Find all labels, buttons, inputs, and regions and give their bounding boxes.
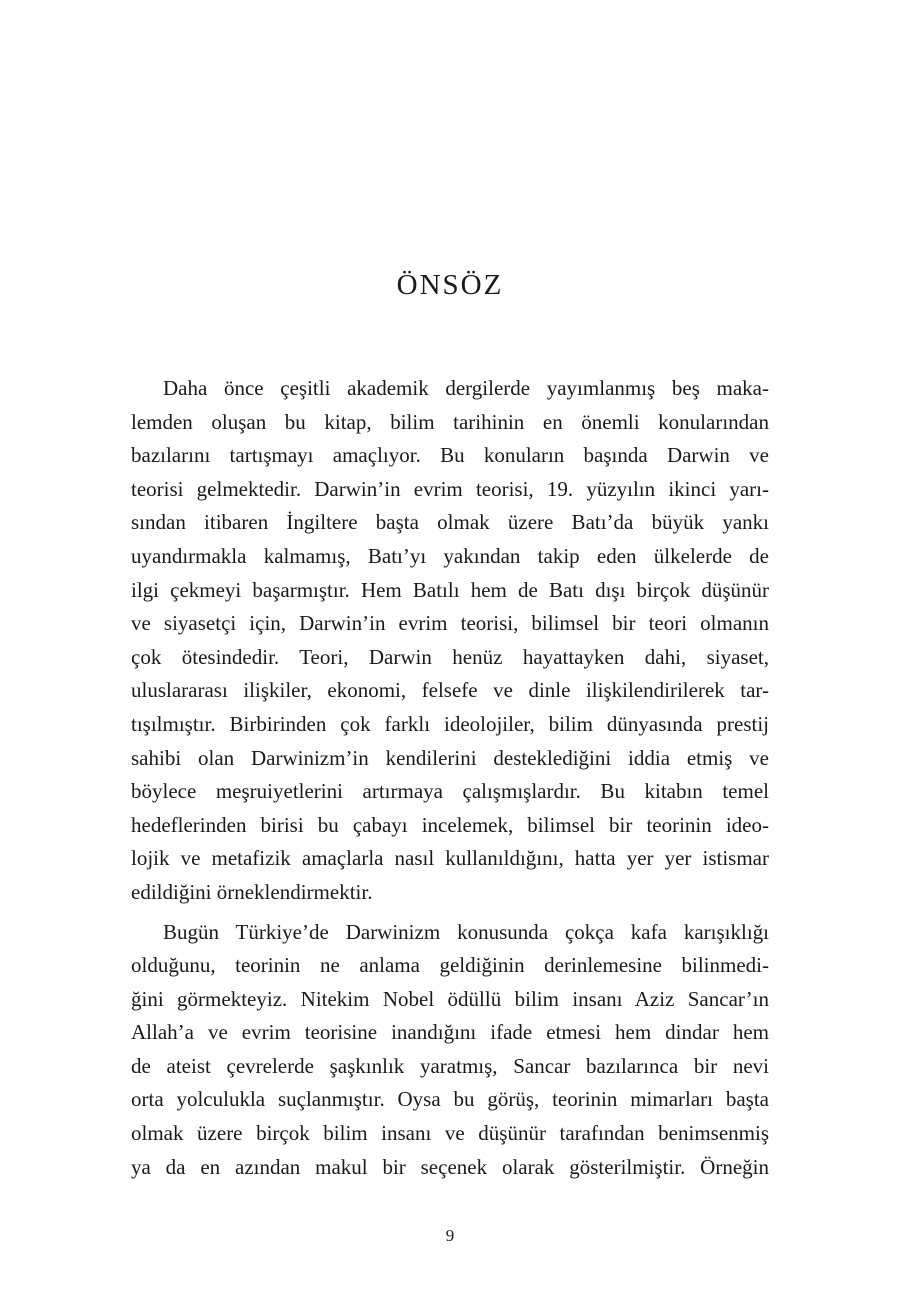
text-line: uyandırmakla kalmamış, Batı’yı yakından takip eden ülkelerde de: [131, 543, 769, 568]
text-line: Daha önce çeşitli akademik dergilerde yayımlanmış beş maka-: [163, 376, 769, 400]
text-line: ğini görmekteyiz. Nitekim Nobel ödüllü bilim insanı Aziz Sancar’ın: [131, 986, 769, 1011]
paragraph-2: [131, 916, 769, 1185]
body-text: [131, 372, 769, 1190]
text-line: tışılmıştır. Birbirinden çok farklı ideolojiler, bilim dünyasında prestij: [131, 711, 769, 736]
text-line: ilgi çekmeyi başarmıştır. Hem Batılı hem de Batı dışı birçok düşünür: [131, 577, 769, 602]
text-line: Bugün Türkiye’de Darwinizm konusunda çokça kafa karışıklığı: [163, 919, 769, 944]
text-line: ya da en azından makul bir seçenek olarak gösterilmiştir. Örneğin: [131, 1154, 769, 1179]
text-line: teorisi gelmektedir. Darwin’in evrim teorisi, 19. yüzyılın ikinci yarı-: [131, 476, 769, 501]
text-line: çok ötesindedir. Teori, Darwin henüz hayattayken dahi, siyaset,: [131, 644, 769, 669]
text-line: olduğunu, teorinin ne anlama geldiğinin derinlemesine bilinmedi-: [131, 953, 769, 978]
text-line: sahibi olan Darwinizm’in kendilerini desteklediğini iddia etmiş ve: [131, 745, 769, 770]
text-line: ve siyasetçi için, Darwin’in evrim teorisi, bilimsel bir teori olmanın: [131, 611, 769, 636]
text-line: uluslararası ilişkiler, ekonomi, felsefe ve dinle ilişkilendirilerek tar-: [131, 678, 769, 703]
text-line: Allah’a ve evrim teorisine inandığını ifade etmesi hem dindar hem: [131, 1020, 769, 1045]
chapter-title: ÖNSÖZ: [396, 269, 504, 301]
text-line: böylece meşruiyetlerini artırmaya çalışmışlardır. Bu kitabın temel: [131, 779, 769, 804]
text-line: lemden oluşan bu kitap, bilim tarihinin en önemli konularından: [131, 409, 769, 434]
text-line: edildiğini örneklendirmektir.: [131, 879, 373, 904]
paragraph-1: [131, 372, 769, 910]
page-number: 9: [445, 1226, 455, 1245]
text-line: bazılarını tartışmayı amaçlıyor. Bu konuların başında Darwin ve: [131, 443, 769, 468]
text-line: sından itibaren İngiltere başta olmak üzere Batı’da büyük yankı: [131, 510, 769, 535]
text-line: orta yolculukla suçlanmıştır. Oysa bu görüş, teorinin mimarları başta: [131, 1087, 769, 1112]
text-line: olmak üzere birçok bilim insanı ve düşünür tarafından benimsenmiş: [131, 1121, 769, 1146]
text-line: de ateist çevrelerde şaşkınlık yaratmış, Sancar bazılarınca bir nevi: [131, 1053, 769, 1078]
text-line: lojik ve metafizik amaçlarla nasıl kullanıldığını, hatta yer yer istismar: [131, 846, 769, 871]
text-line: hedeflerinden birisi bu çabayı incelemek, bilimsel bir teorinin ideo-: [131, 812, 769, 837]
